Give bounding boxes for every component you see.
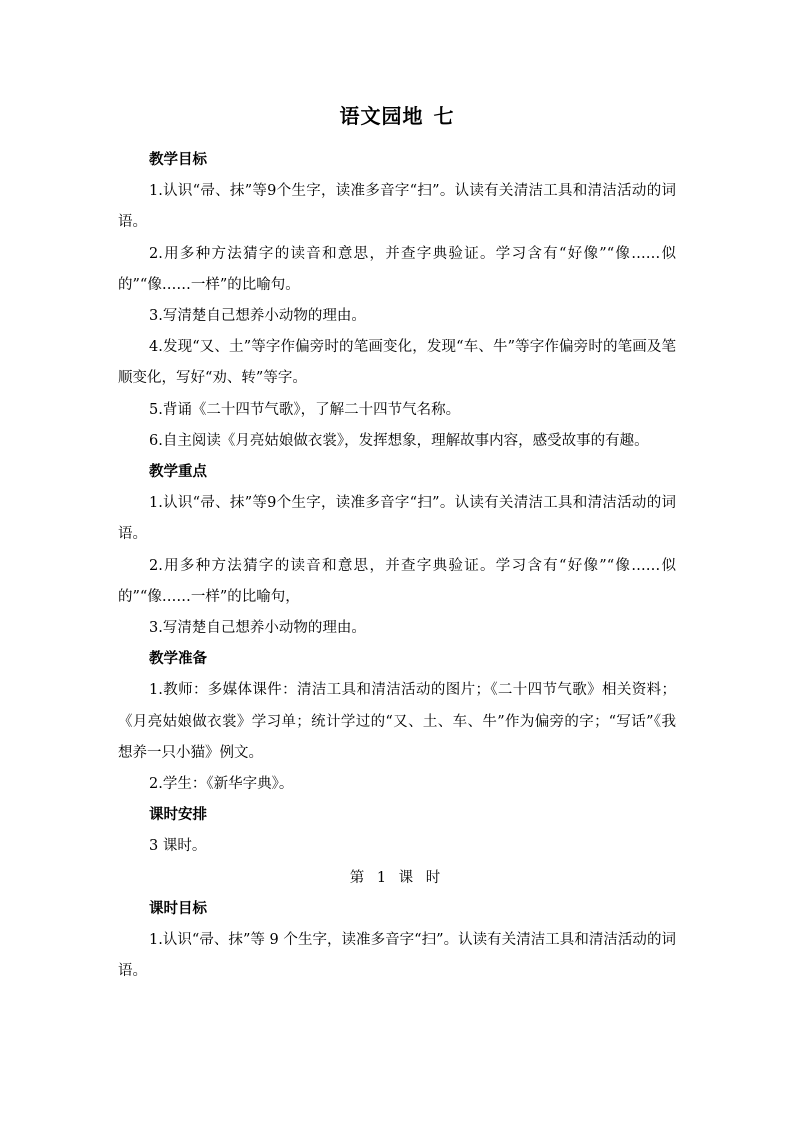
lesson-goal-item: 1.认识“帚、抹”等 9 个生字，读准多音字“扫”。认读有关清洁工具和清洁活动的词语。 [118, 932, 676, 980]
goal-item: 5.背诵《二十四节气歌》，了解二十四节气名称。 [149, 401, 461, 418]
key-point-item: 3.写清楚自己想养小动物的理由。 [149, 620, 366, 637]
page-title-number: 七 [433, 104, 455, 128]
key-point-item: 2.用多种方法猜字的读音和意思，并查字典验证。学习含有“好像”“像……似的”“像……一样”的比喻句， [118, 557, 676, 605]
preparation-item: 1.教师：多媒体课件：清洁工具和清洁活动的图片；《二十四节气歌》相关资料；《月亮姑娘做衣裳》学习单；统计学过的“又、土、车、牛”作为偏旁的字；“写话”《我想养一只小猫》例文。 [118, 682, 676, 761]
page-title [0, 100, 794, 129]
goal-item: 4.发现“又、土”等字作偏旁时的笔画变化，发现“车、牛”等字作偏旁时的笔画及笔顺变化，写好“劝、转”等字。 [118, 339, 676, 387]
goal-item: 6.自主阅读《月亮姑娘做衣裳》，发挥想象，理解故事内容，感受故事的有趣。 [149, 432, 649, 449]
goal-item: 1.认识“帚、抹”等9个生字，读准多音字“扫”。认读有关清洁工具和清洁活动的词语。 [118, 183, 676, 231]
section-heading-key-points: 教学重点 [149, 464, 207, 481]
goal-item: 2.用多种方法猜字的读音和意思，并查字典验证。学习含有“好像”“像……似的”“像……一样”的比喻句。 [118, 245, 676, 293]
schedule-item: 3 课时。 [149, 838, 207, 855]
goal-item: 3.写清楚自己想养小动物的理由。 [149, 308, 366, 325]
page-title-main: 语文园地 [339, 104, 424, 128]
section-heading-goals: 教学目标 [149, 152, 207, 168]
section-heading-schedule: 课时安排 [149, 807, 207, 824]
key-point-item: 1.认识“帚、抹”等9个生字，读准多音字“扫”。认读有关清洁工具和清洁活动的词语。 [118, 495, 676, 543]
preparation-item: 2.学生：《新华字典》。 [149, 776, 294, 793]
section-heading-lesson-goals: 课时目标 [149, 900, 207, 917]
section-heading-preparation: 教学准备 [149, 651, 207, 668]
document-body [118, 145, 676, 987]
lesson-label: 第 1 课 时 [349, 869, 445, 886]
